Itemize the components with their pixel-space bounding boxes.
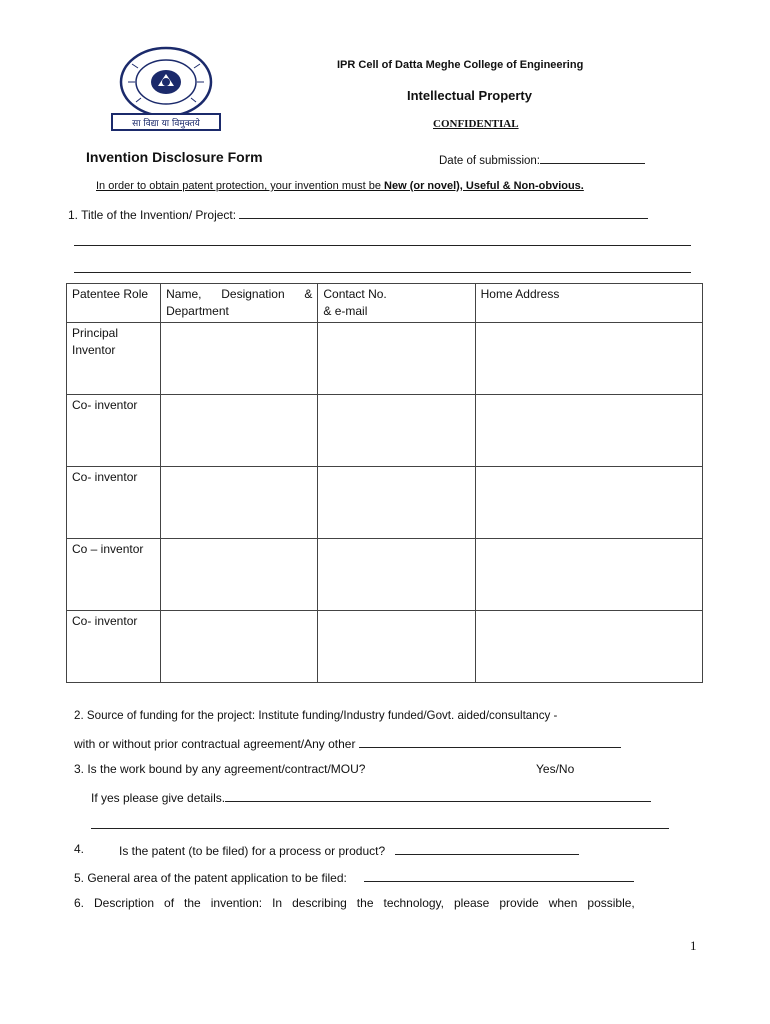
contact-cell[interactable] xyxy=(318,611,475,683)
logo-motto: सा विद्या या विमुक्तये xyxy=(132,119,200,129)
title-field[interactable] xyxy=(239,206,648,219)
q1-title: 1. Title of the Invention/ Project: xyxy=(68,206,648,222)
role-cell: Co- inventor xyxy=(67,611,161,683)
page-number: 1 xyxy=(690,938,697,953)
header-patentee-role: Patentee Role xyxy=(67,284,161,323)
q3-yes-no[interactable]: Yes/No xyxy=(536,762,575,776)
table-row xyxy=(67,611,703,683)
doc-category: Intellectual Property xyxy=(407,88,532,103)
role-cell: Co – inventor xyxy=(67,539,161,611)
header-home-address: Home Address xyxy=(475,284,702,323)
header-name-designation: Name, Designation & Department xyxy=(161,284,318,323)
q4-question: Is the patent (to be filed) for a process or product? xyxy=(119,842,579,858)
title-field-line-2[interactable] xyxy=(74,245,691,246)
table-row xyxy=(67,539,703,611)
table-row xyxy=(67,323,703,395)
address-cell[interactable] xyxy=(475,611,702,683)
funding-other-field[interactable] xyxy=(359,735,621,748)
header-contact: Contact No. & e-mail xyxy=(318,284,475,323)
confidential-label: CONFIDENTIAL xyxy=(433,118,519,130)
table-row xyxy=(67,467,703,539)
name-cell[interactable] xyxy=(161,467,318,539)
q3-details: If yes please give details. xyxy=(91,789,651,805)
table-row xyxy=(67,395,703,467)
contact-cell[interactable] xyxy=(318,467,475,539)
name-cell[interactable] xyxy=(161,395,318,467)
role-cell: Co- inventor xyxy=(67,395,161,467)
address-cell[interactable] xyxy=(475,395,702,467)
q6-question: 6. Description of the invention: In describing the technology, please provide when possible, xyxy=(74,896,635,910)
address-cell[interactable] xyxy=(475,467,702,539)
contact-cell[interactable] xyxy=(318,323,475,395)
org-name: IPR Cell of Datta Meghe College of Engineering xyxy=(337,59,584,71)
patentee-table xyxy=(66,283,703,683)
name-cell[interactable] xyxy=(161,539,318,611)
contact-cell[interactable] xyxy=(318,395,475,467)
role-cell: Principal Inventor xyxy=(67,323,161,395)
details-field-line-2[interactable] xyxy=(91,828,669,829)
address-cell[interactable] xyxy=(475,323,702,395)
q2-line-2: with or without prior contractual agreement/Any other xyxy=(74,735,621,751)
q3-question: 3. Is the work bound by any agreement/contract/MOU? xyxy=(74,762,366,776)
title-field-line-3[interactable] xyxy=(74,272,691,273)
q2-line-1: 2. Source of funding for the project: Institute funding/Industry funded/Govt. aided/consultancy - xyxy=(74,709,558,722)
role-cell: Co- inventor xyxy=(67,467,161,539)
intro-text: In order to obtain patent protection, your invention must be New (or novel), Useful & Non-obvious. xyxy=(96,180,584,192)
name-cell[interactable] xyxy=(161,611,318,683)
college-logo xyxy=(108,44,224,134)
address-cell[interactable] xyxy=(475,539,702,611)
contact-cell[interactable] xyxy=(318,539,475,611)
q4-number: 4. xyxy=(74,842,85,856)
table-header-row xyxy=(67,284,703,323)
process-product-field[interactable] xyxy=(395,842,579,855)
intro-criteria: New (or novel), Useful & Non-obvious. xyxy=(384,180,584,192)
date-of-submission: Date of submission: xyxy=(439,152,645,167)
details-field[interactable] xyxy=(225,789,651,802)
general-area-field[interactable] xyxy=(364,869,634,882)
form-title: Invention Disclosure Form xyxy=(86,149,263,165)
date-field[interactable] xyxy=(540,152,645,164)
name-cell[interactable] xyxy=(161,323,318,395)
q5-question: 5. General area of the patent application to be filed: xyxy=(74,869,634,885)
